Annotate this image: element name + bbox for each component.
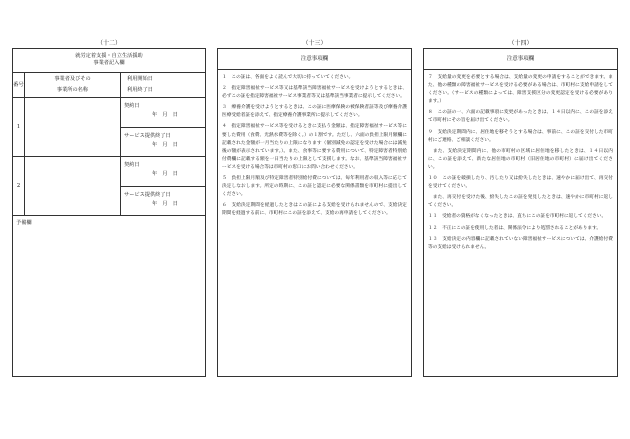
page-number-12: （十二） [96,40,121,47]
service-end-date-label: サービス提供終了日 [124,192,171,198]
provider-name-cell[interactable] [25,98,121,156]
note-item: １ この証は、各面をよく読んで大切に持っていてください。 [222,75,354,80]
note-item: また、再交付を受けた後、紛失したこの証を発見したときは、速やかに市町村に返してください。 [428,195,613,209]
contract-date-label: 契約日 [124,103,140,109]
notes-list [424,70,617,252]
note-item: ８ この証の一、六面の記載事項に変更があったときは、１４日以内に、この証を添えて市町村にその旨を届け出てください。 [428,110,613,124]
service-end-date-cell[interactable] [121,127,205,156]
note-item: ６ 支給決定期間を経過したときはこの証による支給を受けられませんので、支給決定期間を経過する前に、市町村にこの証を添えて、支給の再申請をしてください。 [222,203,407,217]
header-provider-name [25,73,121,97]
service-end-date-ymd: 年 月 日 [152,201,178,207]
note-item: ３ 療養介護を受けようとするときは、この証に医療保険の被保険者証等及び療養介護医療受給者証を添えて、指定療養介護事業所に提示してください。 [222,105,407,119]
row-dates [121,98,205,156]
note-item: ４ 指定障害福祉サービス等を受けるときに支払う金額は、指定障害福祉サービス等に要した費用（食費、光熱水費等を除く。）の１割です。ただし、六面の負担上限月額欄に記載された金額が一月当たりの上限になります（個別減免の認定を受けた場合には減免後の額が表示されています。）。また、食事等に要する費用について、特定障害者特別給付費欄に記載する額を一日当たりの上限として支援します。なお、基準該当障害福祉サービスを受ける場合等は市町村の窓口にお問い合わせください。 [222,124,407,170]
header-number [13,73,25,97]
notes-list [218,70,411,219]
service-end-date-cell[interactable] [121,186,205,215]
notes-panel-14 [423,48,618,377]
table-row [13,157,205,216]
record-sheet-title-line2: 事業者記入欄 [93,60,125,66]
service-end-date-ymd: 年 月 日 [152,142,178,148]
note-item: １０ この証を破損したり、汚したり又は紛失したときは、速やかに届け出て、再交付を受けてください。 [428,176,613,190]
contract-date-cell[interactable] [121,157,205,186]
table-header-row [13,73,205,98]
record-sheet-title-line1: 就労定着支援・自立生活援助 [75,53,143,59]
header-start-date: 利用開始日 [127,76,153,82]
page-number-13: （十三） [302,40,327,47]
contract-date-ymd: 年 月 日 [152,112,178,118]
header-dates [121,73,205,97]
header-name-line2: 事業所の名称 [56,87,89,93]
note-item: ７ 支給量の変更を必要とする場合は、支給量の変更の申請をすることができます。また、他の種類の障害福祉サービスを受ける必要がある場合は、市町村に支給申請をしてください。（サービスの種類によっては、障害支援区分の変更認定を受ける必要があります。） [428,75,613,105]
record-sheet-title [13,49,205,73]
header-name-line1: 事業者及びその [54,76,91,82]
notes-title: 注意事項欄 [218,49,411,70]
service-end-date-label: サービス提供終了日 [124,133,171,139]
notes-panel-13 [217,48,412,377]
contract-date-ymd: 年 月 日 [152,171,178,177]
header-number-label: 番号 [13,81,24,88]
row-number: 2 [13,157,25,215]
note-item: ９ 支給決定期間内に、居住地を移そうとする場合は、事前に、この証を交付した市町村にご連絡、ご相談ください。 [428,129,613,143]
contract-date-label: 契約日 [124,162,140,168]
table-row [13,98,205,157]
row-number: 1 [13,98,25,156]
note-item: １１ 受給者の資格がなくなったときは、直ちにこの証を市町村に返してください。 [428,214,607,220]
notes-title: 注意事項欄 [424,49,617,70]
note-item: ２ 指定障害福祉サービス等又は基準該当障害福祉サービスを受けようとするときは、必ずこの証を指定障害福祉サービス事業者等又は基準該当事業者に提示してください。 [222,86,407,100]
provider-name-cell[interactable] [25,157,121,215]
remarks-label: 予備欄 [16,220,32,226]
row-dates [121,157,205,215]
contract-date-cell[interactable] [121,98,205,127]
note-item: １３ 支給決定の内容欄に記載されていない障害福祉サービスについては、介護給付費等の支給は受けられません。 [428,236,613,250]
record-sheet-panel [12,48,206,377]
note-item: １２ 不正にこの証を使用した者は、関係法令により処罰されることがあります。 [428,225,602,231]
note-item: また、支給決定期間内に、他の市町村の区域に居住地を移したときは、１４日以内に、この証を添えて、新たな居住地の市町村（旧居住地の市町村）に届け出てください。 [428,148,613,170]
page-number-14: （十四） [508,40,533,47]
remarks-field[interactable] [13,216,205,229]
note-item: ５ 負担上限月額及び特定障害者特別給付費については、毎年利用者の収入等に応じて決定しなおします。所定の時期に、この証と認定に必要な関係書類を市町村に提出してください。 [222,176,407,198]
header-end-date: 利用終了日 [127,87,153,93]
